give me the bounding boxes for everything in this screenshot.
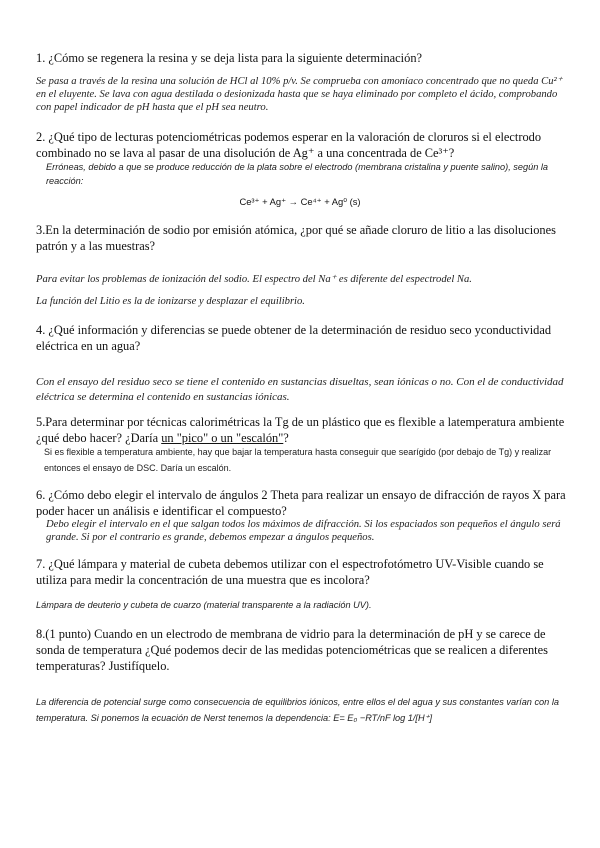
- question-2: 2. ¿Qué tipo de lecturas potenciométricas podemos esperar en la valoración de cloruros si el electrodo combinado no se lava al pasar de una disolución de Ag⁺ a una concentrada de Ce³⁺?: [36, 130, 542, 160]
- question-5-text: 5.Para determinar por técnicas calorimétricas la Tg de un plástico que es flexible a latemperatura ambiente ¿qué debo hacer? ¿Daría: [36, 415, 565, 445]
- answer-7: Lámpara de deuterio y cubeta de cuarzo (material transparente a la radiación UV).: [36, 600, 372, 610]
- answer-3-line-1: Para evitar los problemas de ionización del sodio. El espectro del Na⁺ es diferente del espectrodel Na.: [36, 274, 472, 285]
- question-7: 7. ¿Qué lámpara y material de cubeta debemos utilizar con el espectrofotómetro UV-Visible cuando se utiliza para medir la concentración de una muestra que es incolora?: [36, 557, 544, 587]
- question-5-end: ?: [283, 431, 289, 445]
- answer-3-line-2: La función del Litio es la de ionizarse y desplazar el equilibrio.: [36, 296, 305, 307]
- question-5: [36, 414, 566, 446]
- question-8: 8.(1 punto) Cuando en un electrodo de membrana de vidrio para la determinación de pH y se carece de sonda de temperatura ¿Qué podemos decir de las medidas potenciométricas que se realicen a diferentes temperaturas? Justifíquelo.: [36, 627, 548, 673]
- answer-2: Erróneas, debido a que se produce reducción de la plata sobre el electrodo (membrana cristalina y puente salino), según la reacción:: [46, 162, 549, 186]
- question-6: 6. ¿Cómo debo elegir el intervalo de ángulos 2 Theta para realizar un ensayo de difracción de rayos X para poder hacer un análisis e identificar el compuesto?: [36, 488, 566, 518]
- answer-8: La diferencia de potencial surge como consecuencia de equilibrios iónicos, entre ellos el del agua y sus constantes varían con la temperatura. Si ponemos la ecuación de Nerst tenemos la dependencia: E= E₀ −RT/nF log 1/[H⁺]: [36, 697, 559, 723]
- answer-5: Si es flexible a temperatura ambiente, hay que bajar la temperatura hasta conseguir que searígido (por debajo de Tg) y realizar entonces el ensayo de DSC. Daría un escalón.: [44, 447, 552, 473]
- answer-4: Con el ensayo del residuo seco se tiene el contenido en sustancias disueltas, sean iónicas o no. Con el de conductividad eléctrica se determina el contenido en sustancias iónicas.: [36, 376, 564, 403]
- answer-1: Se pasa a través de la resina una solución de HCl al 10% p/v. Se comprueba con amoníaco concentrado que no queda Cu²⁺ en el eluyente. Se lava con agua destilada o desionizada hasta que se haya eliminado por completo el ácido, comprobando con papel indicador de pH hasta que el pH sea neutro.: [36, 76, 563, 113]
- answer-6: Debo elegir el intervalo en el que salgan todos los máximos de difracción. Si los espaciados son pequeños el ángulo será grande. Si por el contrario es grande, debemos empezar a ángulos pequeños.: [46, 519, 561, 543]
- question-5-underlined: un "pico" o un "escalón": [161, 431, 284, 445]
- question-4: 4. ¿Qué información y diferencias se puede obtener de la determinación de residuo seco yconductividad eléctrica en un agua?: [36, 323, 552, 353]
- reaction-equation: Ce³⁺ + Ag⁺ → Ce⁴⁺ + Ag⁰ (s): [239, 196, 361, 207]
- question-1: 1. ¿Cómo se regenera la resina y se deja lista para la siguiente determinación?: [36, 51, 423, 65]
- question-3: 3.En la determinación de sodio por emisión atómica, ¿por qué se añade cloruro de litio a las disoluciones patrón y a las muestras?: [36, 223, 556, 253]
